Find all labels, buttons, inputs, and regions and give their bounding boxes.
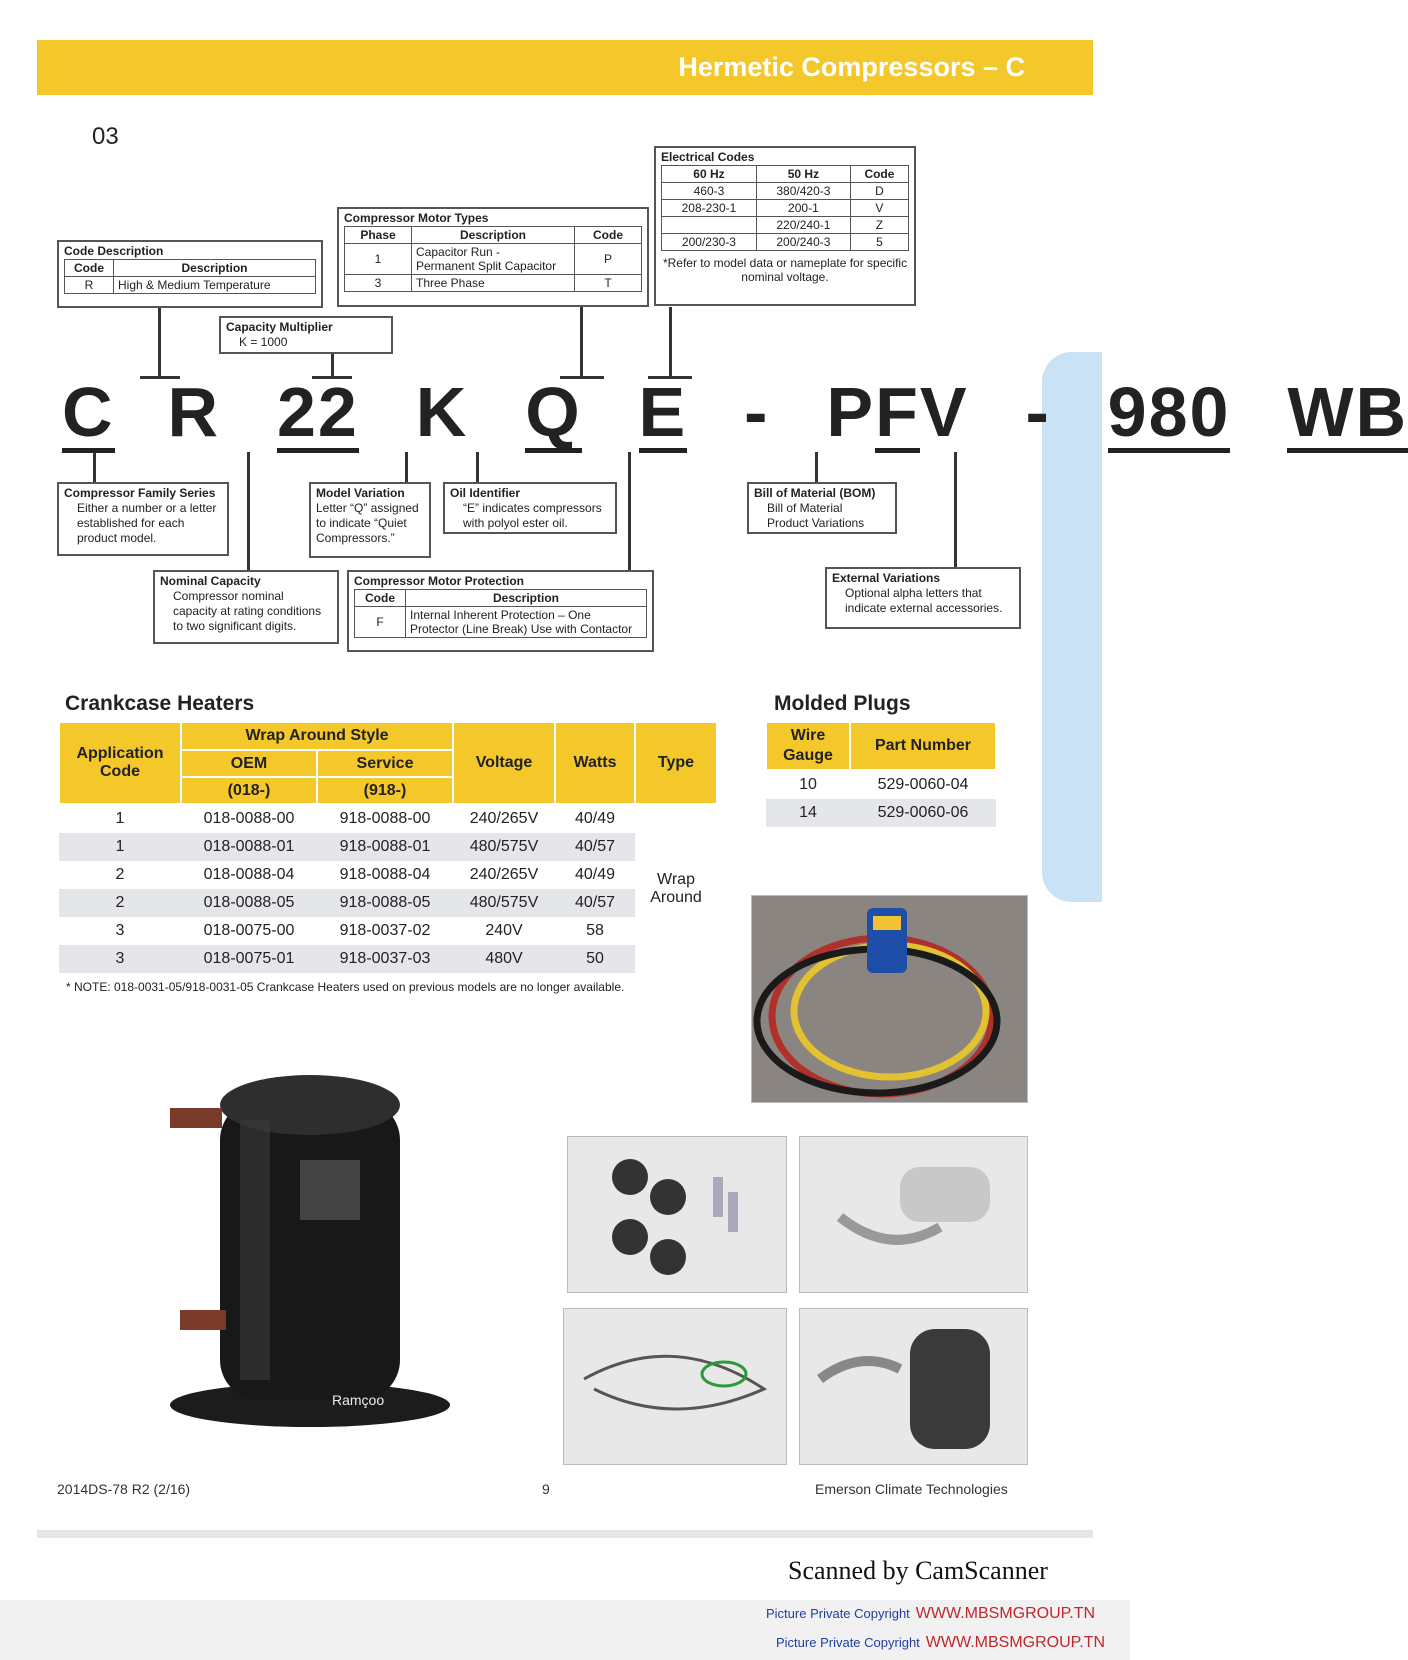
- table-row: [59, 945, 717, 973]
- model-code-part: E: [638, 373, 688, 451]
- box-body: “E” indicates compressors with polyol ester oil.: [463, 501, 602, 530]
- nominal-capacity-box: [153, 570, 339, 644]
- box-title: Model Variation: [316, 486, 405, 500]
- table-cell: 018-0088-01: [181, 833, 317, 861]
- table-cell: R: [65, 277, 114, 294]
- molded-plugs-table: [765, 721, 997, 827]
- motor-types-table: [344, 226, 642, 292]
- code-description-box: [57, 240, 323, 308]
- company-name: Emerson Climate Technologies: [815, 1481, 1008, 1497]
- table-cell: 40/49: [574, 866, 616, 883]
- box-title: Electrical Codes: [661, 150, 755, 164]
- run-capacitor-illustration: [800, 1309, 1027, 1464]
- model-code-part: -: [1025, 373, 1051, 451]
- model-code: [62, 372, 1408, 462]
- box-title: Compressor Family Series: [64, 486, 216, 500]
- connector-line: [628, 452, 631, 570]
- box-title: Code Description: [64, 244, 164, 258]
- table-cell: 918-0088-01: [317, 833, 453, 861]
- table-header: Description: [114, 260, 316, 277]
- table-cell: D: [850, 183, 908, 200]
- compressor-caption: Ramçoo: [332, 1392, 385, 1408]
- table-cell: 40/57: [555, 889, 635, 917]
- table-header: 50 Hz: [756, 166, 850, 183]
- table-row: [59, 833, 717, 861]
- molded-plug-photo: [751, 895, 1028, 1103]
- table-cell: 918-0088-04: [339, 866, 431, 883]
- table-header: Code: [355, 590, 406, 607]
- box-title: Nominal Capacity: [160, 574, 261, 588]
- table-cell: 200/240-3: [756, 234, 850, 251]
- box-body: Optional alpha letters that indicate external accessories.: [845, 586, 1003, 615]
- grommets-illustration: [568, 1137, 786, 1292]
- table-cell: 40/49: [574, 810, 616, 827]
- table-row: [766, 770, 996, 799]
- table-header: Wrap Around Style: [181, 722, 453, 750]
- connector-line: [405, 452, 408, 482]
- model-code-part: 22: [276, 373, 359, 451]
- connector-line: [247, 452, 250, 570]
- copyright-line: [766, 1605, 1095, 1623]
- table-cell: 50: [555, 945, 635, 973]
- copyright-site: WWW.MBSMGROUP.TN: [915, 1605, 1096, 1622]
- page-label: 03: [92, 123, 119, 150]
- copyright-label: Picture Private Copyright: [766, 1606, 910, 1621]
- table-cell: 480/575V: [453, 889, 555, 917]
- external-variations-box: [825, 567, 1021, 629]
- table-cell: 1: [115, 810, 125, 827]
- table-cell: 240V: [485, 922, 523, 939]
- table-cell: 380/420-3: [756, 183, 850, 200]
- motor-types-box: [337, 207, 649, 307]
- capacitor-photo: [799, 1136, 1028, 1293]
- box-title: Bill of Material (BOM): [754, 486, 876, 500]
- code-description-table: [64, 259, 316, 294]
- table-cell: 529-0060-04: [877, 776, 969, 793]
- table-cell: Z: [850, 217, 908, 234]
- model-code-part: F: [875, 373, 920, 451]
- table-cell: T: [575, 275, 642, 292]
- table-cell: 5: [850, 234, 908, 251]
- page-number: 9: [542, 1481, 550, 1497]
- table-header: Service: [317, 750, 453, 777]
- footer-divider: [37, 1530, 1093, 1538]
- connector-line: [954, 452, 957, 570]
- grommets-photo: [567, 1136, 787, 1293]
- table-header: Wire Gauge: [766, 722, 850, 770]
- table-header: Type: [635, 722, 717, 804]
- table-cell: 018-0088-00: [203, 810, 295, 827]
- table-cell: 3: [115, 922, 125, 939]
- capacitor-illustration: [800, 1137, 1027, 1292]
- model-code-part: K: [415, 373, 469, 451]
- model-variation-box: [309, 482, 431, 558]
- model-code-part: C: [62, 373, 115, 451]
- box-body: Letter “Q” assigned to indicate “Quiet Compressors.”: [316, 501, 419, 545]
- table-cell: 14: [766, 799, 850, 827]
- table-cell: 918-0088-00: [339, 810, 431, 827]
- table-cell: 918-0037-03: [317, 945, 453, 973]
- table-cell: 018-0075-01: [181, 945, 317, 973]
- table-cell: 480/575V: [453, 833, 555, 861]
- wire-photo: [563, 1308, 787, 1465]
- table-cell: [662, 217, 757, 234]
- model-code-part: Q: [525, 373, 582, 451]
- compressor-photo: [160, 1060, 470, 1450]
- table-header: Description: [412, 227, 575, 244]
- table-cell: 2: [59, 889, 181, 917]
- table-row: [59, 804, 717, 833]
- model-code-part: V: [919, 373, 969, 451]
- table-cell: 460-3: [662, 183, 757, 200]
- table-cell: F: [355, 607, 406, 638]
- connector-line: [669, 307, 672, 378]
- table-header: 60 Hz: [662, 166, 757, 183]
- box-body: Bill of Material Product Variations: [767, 501, 865, 530]
- electrical-codes-table: [661, 165, 909, 251]
- copyright-line: [776, 1634, 1105, 1652]
- molded-plug-illustration: [752, 896, 1027, 1102]
- table-header: OEM: [181, 750, 317, 777]
- table-header: Voltage: [453, 722, 555, 804]
- table-cell: V: [850, 200, 908, 217]
- table-cell: 918-0088-05: [317, 889, 453, 917]
- connector-line: [580, 307, 583, 378]
- table-cell: 208-230-1: [662, 200, 757, 217]
- table-row: [766, 799, 996, 827]
- table-cell: 018-0075-00: [203, 922, 295, 939]
- copyright-site: WWW.MBSMGROUP.TN: [925, 1634, 1106, 1651]
- box-title: External Variations: [832, 571, 941, 585]
- oil-identifier-box: [443, 482, 617, 534]
- table-cell: 3: [59, 945, 181, 973]
- connector-line: [815, 452, 818, 482]
- table-header: Code: [65, 260, 114, 277]
- box-body: Either a number or a letter established for each product model.: [77, 501, 217, 545]
- table-cell: 018-0088-05: [181, 889, 317, 917]
- run-capacitor-photo: [799, 1308, 1028, 1465]
- model-code-part: R: [167, 373, 221, 451]
- table-header: Code: [850, 166, 908, 183]
- motor-protection-table: [354, 589, 647, 638]
- capacity-multiplier-box: [219, 316, 393, 354]
- table-cell: High & Medium Temperature: [114, 277, 316, 294]
- motor-protection-box: [347, 570, 654, 652]
- table-cell: 200-1: [756, 200, 850, 217]
- table-header: Description: [406, 590, 647, 607]
- box-title: Compressor Motor Protection: [354, 574, 525, 588]
- model-code-part: -: [744, 373, 770, 451]
- compressor-illustration: [160, 1060, 470, 1450]
- connector-line: [93, 452, 96, 482]
- header-bar: [37, 40, 1093, 95]
- wire-illustration: [564, 1309, 786, 1464]
- table-cell: 1: [59, 833, 181, 861]
- table-cell: 240/265V: [469, 810, 539, 827]
- table-cell: Three Phase: [412, 275, 575, 292]
- crankcase-note: * NOTE: 018-0031-05/918-0031-05 Crankcase Heaters used on previous models are no longer available.: [66, 980, 625, 994]
- table-cell: 2: [115, 866, 125, 883]
- table-header: Code: [575, 227, 642, 244]
- table-cell: 240/265V: [469, 866, 539, 883]
- table-cell: 529-0060-06: [850, 799, 996, 827]
- box-title: Compressor Motor Types: [344, 211, 489, 225]
- crankcase-table: [58, 721, 718, 973]
- table-row: [59, 917, 717, 945]
- table-header: (918-): [317, 777, 453, 804]
- connector-line: [476, 452, 479, 482]
- table-cell: Capacitor Run - Permanent Split Capacitor: [412, 244, 575, 275]
- table-header: Phase: [345, 227, 412, 244]
- table-header: Application Code: [59, 722, 181, 804]
- molded-plugs-title: Molded Plugs: [774, 692, 911, 715]
- model-code-part: P: [826, 373, 876, 451]
- table-header: (018-): [181, 777, 317, 804]
- table-cell: 480V: [453, 945, 555, 973]
- table-row: [59, 889, 717, 917]
- box-body: K = 1000: [239, 335, 288, 349]
- model-code-part: WB: [1287, 373, 1408, 451]
- table-cell: 40/57: [555, 833, 635, 861]
- table-cell: 3: [345, 275, 412, 292]
- table-cell: 1: [345, 244, 412, 275]
- bom-box: [747, 482, 897, 534]
- table-cell: 918-0037-02: [339, 922, 431, 939]
- box-body: Compressor nominal capacity at rating conditions to two significant digits.: [173, 589, 322, 633]
- copyright-label: Picture Private Copyright: [776, 1635, 920, 1650]
- table-header: Part Number: [850, 722, 996, 770]
- doc-id: 2014DS-78 R2 (2/16): [57, 1481, 191, 1497]
- table-header: Watts: [555, 722, 635, 804]
- table-cell: Internal Inherent Protection – One Protector (Line Break) Use with Contactor: [406, 607, 647, 638]
- scanner-watermark: Scanned by CamScanner: [788, 1556, 1048, 1585]
- box-title: Capacity Multiplier: [226, 320, 333, 334]
- table-cell: 018-0088-04: [203, 866, 295, 883]
- table-row: [59, 861, 717, 889]
- model-code-part: 980: [1107, 373, 1231, 451]
- connector-line: [158, 308, 161, 378]
- type-cell: Wrap Around: [650, 871, 702, 906]
- electrical-note: *Refer to model data or nameplate for specific nominal voltage.: [662, 256, 908, 284]
- table-cell: 200/230-3: [662, 234, 757, 251]
- table-cell: 10: [799, 776, 817, 793]
- electrical-codes-box: [654, 146, 916, 306]
- table-cell: 220/240-1: [756, 217, 850, 234]
- table-cell: 58: [586, 922, 604, 939]
- table-cell: P: [575, 244, 642, 275]
- box-title: Oil Identifier: [450, 486, 521, 500]
- crankcase-title: Crankcase Heaters: [65, 692, 255, 715]
- family-series-box: [57, 482, 229, 556]
- page-title: Hermetic Compressors – C: [678, 52, 1025, 82]
